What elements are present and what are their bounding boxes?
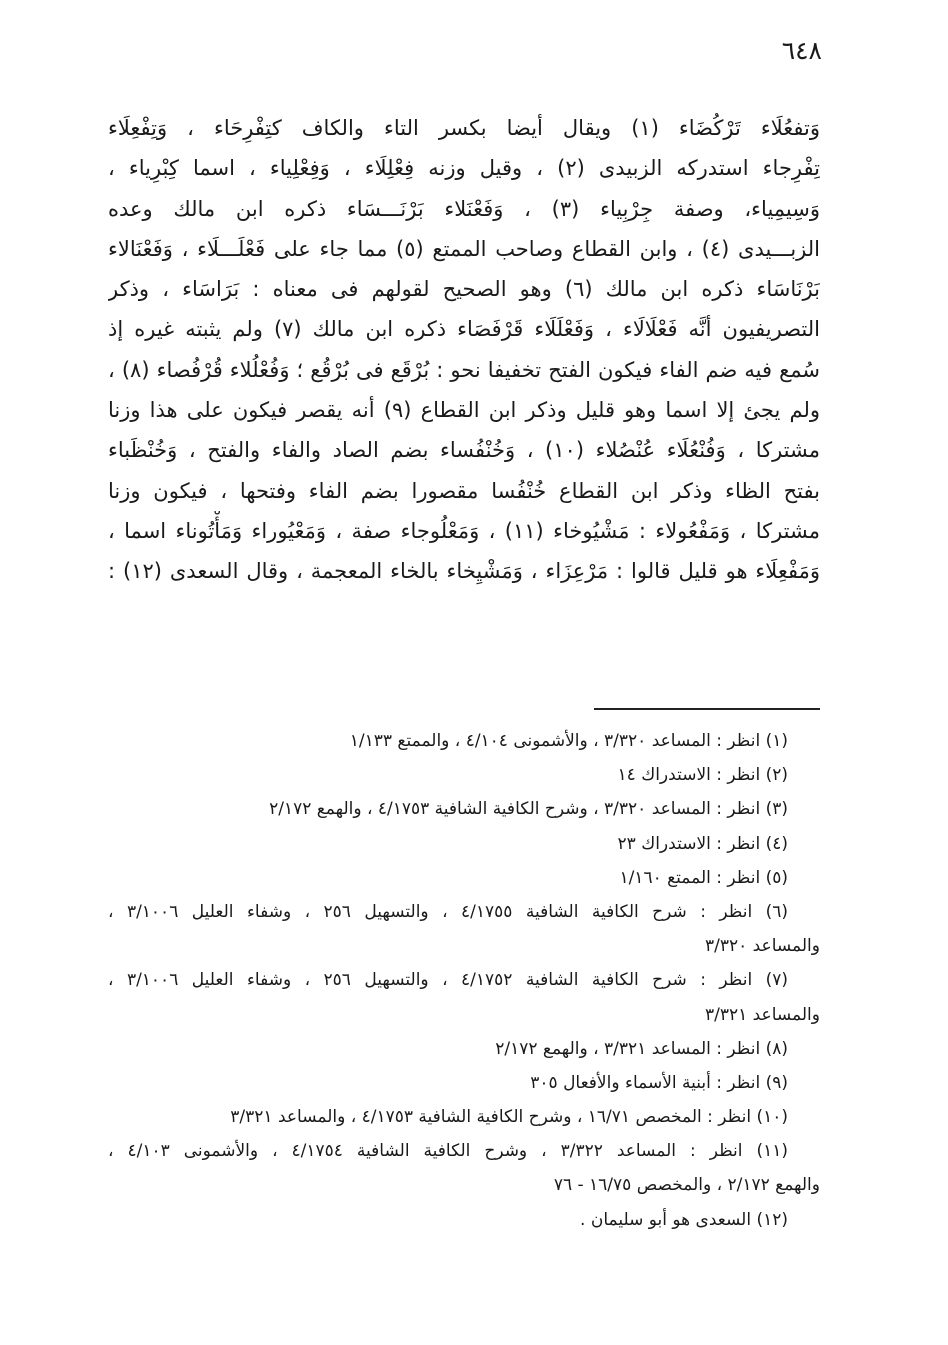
footnote: (١١) انظر : المساعد ٣/٣٢٢ ، وشرح الكافية الشافية ٤/١٧٥٤ ، والأشمونى ٤/١٠٣ ، (108, 1141, 788, 1162)
footnote: (١٠) انظر : المخصص ١٦/٧١ ، وشرح الكافية الشافية ٤/١٧٥٣ ، والمساعد ٣/٣٢١ (230, 1107, 788, 1128)
text-line: وَمَفْعِلَاء هو قليل قالوا : مَرْعِزَاء ، وَمَشْيِخاء بالخاء المعجمة ، وقال السعدى (١٢) : (108, 559, 820, 584)
footnotes (108, 724, 820, 1237)
text-line: ولم يجئ إلا اسما وهو قليل وذكر ابن القطاع (٩) أنه يقصر فيكون على هذا وزنا (108, 398, 820, 423)
text-line: مشتركا ، وَمَفْعُولاء : مَشْيُوخاء (١١) ، وَمَعْلُوجاء صفة ، وَمَعْيُوراء وَمَأْتُوناء اسما ، (108, 518, 820, 543)
main-text (108, 108, 820, 592)
footnote: (٥) انظر : الممتع ١/١٦٠ (619, 867, 788, 888)
footnote: (٤) انظر : الاستدراك ٢٣ (617, 833, 788, 854)
text-line: وَسِيمِياء، وصفة جِرْبِياء (٣) ، وَفَعْنَلاء بَرْنَـــسَاء ذكره ابن مالك وعده (108, 196, 820, 221)
text-line: بفتح الظاء وذكر ابن القطاع خُنْفُسا مقصورا بضم الفاء وفتحها ، فيكون وزنا (108, 478, 820, 503)
text-line: التصريفيون أنَّه فَعْلَالَاء ، وَفَعْلَلَاء قَرْفَصَاء ذكره ابن مالك (٧) ولم يثبته غيره إذ (108, 317, 820, 342)
footnote: (١) انظر : المساعد ٣/٣٢٠ ، والأشمونى ٤/١٠٤ ، والممتع ١/١٣٣ (349, 731, 788, 751)
footnote: (٣) انظر : المساعد ٣/٣٢٠ ، وشرح الكافية الشافية ٤/١٧٥٣ ، والهمع ٢/١٧٢ (269, 799, 788, 820)
footnote-divider (594, 708, 820, 710)
footnote: (٧) انظر : شرح الكافية الشافية ٤/١٧٥٢ ، والتسهيل ٢٥٦ ، وشفاء العليل ٣/١٠٠٦ ، (108, 970, 789, 991)
text-line: بَرْنَاسَاء ذكره ابن مالك (٦) وهو الصحيح لقولهم فى معناه : بَرَاسَاء ، وذكر (108, 277, 820, 302)
text-line: مشتركا ، وَفُنْعُلَاء عُنْصُلاء (١٠) ، وَخُنْفُساء بضم الصاد والفاء والفتح ، وَخُنْظَباء (108, 438, 820, 463)
footnote-continuation: والهمع ٢/١٧٢ ، والمخصص ١٦/٧٥ - ٧٦ (553, 1175, 820, 1196)
page-number: ٦٤٨ (781, 36, 822, 65)
text-line: وَتفعُلَاء تَرْكُضَاء (١) ويقال أيضا بكسر التاء والكاف كتِفْرِحَاء ، وَتِفْعِلَاء (108, 116, 820, 140)
footnote: (١٢) السعدى هو أبو سليمان . (580, 1209, 788, 1230)
text-line: سُمع فيه ضم الفاء فيكون الفتح تخفيفا نحو : بُرْقَع فى بُرْقُع ؛ وَفُعْلُلاء قُرْفُصاء (٨) ، (108, 357, 820, 382)
footnote-continuation: والمساعد ٣/٣٢٠ (704, 936, 820, 957)
footnote: (٢) انظر : الاستدراك ١٤ (617, 765, 788, 786)
footnote-continuation: والمساعد ٣/٣٢١ (704, 1004, 820, 1025)
footnote: (٨) انظر : المساعد ٣/٣٢١ ، والهمع ٢/١٧٢ (495, 1038, 788, 1059)
footnote: (٩) انظر : أبنية الأسماء والأفعال ٣٠٥ (530, 1072, 788, 1093)
footnote: (٦) انظر : شرح الكافية الشافية ٤/١٧٥٥ ، والتسهيل ٢٥٦ ، وشفاء العليل ٣/١٠٠٦ ، (108, 901, 789, 922)
text-line: تِفْرِجاء استدركه الزبيدى (٢) ، وقيل وزنه فِعْلِلَاء ، وَفِعْلِياء ، اسما كِبْرِياء ، (108, 156, 820, 181)
text-line: الزبـــيدى (٤) ، وابن القطاع وصاحب الممتع (٥) مما جاء على فَعْلَـــلَاء ، وَفَعْنَالاء (108, 236, 820, 261)
